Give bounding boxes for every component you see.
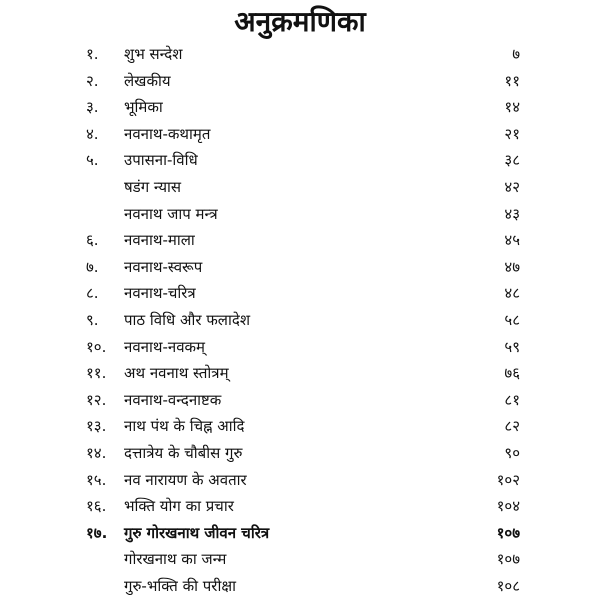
- toc-entry-number: ५.: [86, 151, 99, 170]
- toc-entry: [0, 200, 600, 227]
- toc-entry: [0, 173, 600, 200]
- toc-entry-title: भक्ति योग का प्रचार: [124, 497, 234, 516]
- toc-entry-number: ३.: [86, 98, 99, 117]
- toc-entry-page-number: ४७: [504, 257, 520, 276]
- toc-entry-number: १०.: [86, 337, 107, 356]
- toc-entry-page-number: ४८: [504, 284, 520, 303]
- toc-entry-number: १६.: [86, 497, 107, 516]
- toc-entry: [0, 306, 600, 333]
- toc-entry-title: नवनाथ-कथामृत: [124, 124, 211, 143]
- toc-entry-number: १.: [86, 45, 99, 63]
- toc-entry: [0, 40, 600, 67]
- toc-entry-page-number: ५९: [504, 337, 520, 356]
- toc-entry: [0, 439, 600, 466]
- toc-entry-number: १७.: [86, 523, 108, 542]
- toc-entry-page-number: ४२: [504, 177, 520, 196]
- toc-entry: [0, 519, 600, 546]
- toc-entry-title: नवनाथ-वन्दनाष्टक: [124, 390, 222, 409]
- toc-entry: [0, 492, 600, 519]
- toc-entry-title: अथ नवनाथ स्तोत्रम्: [124, 364, 229, 383]
- toc-entry: [0, 572, 600, 599]
- toc-entry-page-number: १०७: [496, 550, 520, 569]
- toc-entry-title: नवनाथ-स्वरूप: [124, 257, 203, 276]
- toc-entry-title: गुरु-भक्ति की परीक्षा: [124, 576, 236, 595]
- toc-entry-title: षडंग न्यास: [124, 177, 182, 196]
- toc-entry-title: गोरखनाथ का जन्म: [124, 550, 227, 569]
- toc-entry-page-number: ३८: [504, 151, 520, 170]
- toc-entry-number: १५.: [86, 470, 107, 489]
- toc-entry-number: १४.: [86, 443, 107, 462]
- toc-entry-title: नवनाथ जाप मन्त्र: [124, 204, 218, 223]
- toc-entry-title: नवनाथ-नवकम्: [124, 337, 206, 356]
- toc-entry-number: ६.: [86, 231, 99, 250]
- toc-entry: [0, 226, 600, 253]
- toc-entry-number: २.: [86, 71, 99, 90]
- toc-entry-number: ११.: [86, 364, 107, 383]
- toc-entry: [0, 120, 600, 147]
- toc-entry-title: शुभ सन्देश: [124, 45, 183, 63]
- toc-entry-page-number: २१: [504, 124, 520, 143]
- toc-entry-number: १३.: [86, 417, 107, 436]
- toc-entry-title: दत्तात्रेय के चौबीस गुरु: [124, 443, 243, 462]
- toc-entry-page-number: १४: [504, 98, 520, 117]
- toc-entry-number: १२.: [86, 390, 107, 409]
- toc-entry-title: नवनाथ-माला: [124, 231, 195, 250]
- toc-entry-title: गुरु गोरखनाथ जीवन चरित्र: [124, 523, 270, 542]
- toc-entry-title: लेखकीय: [124, 71, 171, 90]
- page-title: अनुक्रमणिका: [234, 5, 366, 38]
- toc-entry: [0, 386, 600, 413]
- toc-entry: [0, 412, 600, 439]
- toc-entry-title: नाथ पंथ के चिह्न आदि: [124, 417, 245, 436]
- toc-entry-page-number: १०४: [496, 497, 520, 516]
- toc-entry-page-number: ४३: [504, 204, 520, 223]
- toc-entry-number: ७.: [86, 257, 99, 276]
- toc-entry-page-number: ११: [504, 71, 520, 90]
- toc-entry: [0, 279, 600, 306]
- toc-entry: [0, 67, 600, 94]
- toc-entry-page-number: ४५: [504, 231, 520, 250]
- toc-entry: [0, 93, 600, 120]
- toc-entry-title: नवनाथ-चरित्र: [124, 284, 196, 303]
- toc-entry: [0, 359, 600, 386]
- toc-entry-page-number: ८१: [504, 390, 520, 409]
- toc-entry-title: पाठ विधि और फलादेश: [124, 310, 251, 329]
- toc-entry-page-number: ७६: [504, 364, 520, 383]
- toc-entry-page-number: ९०: [504, 443, 520, 462]
- toc-entry-page-number: ८२: [504, 417, 520, 436]
- toc-entry-page-number: ७: [512, 45, 520, 63]
- toc-entry: [0, 253, 600, 280]
- toc-entry-page-number: ५८: [504, 310, 520, 329]
- toc-entry: [0, 333, 600, 360]
- toc-entry-number: ४.: [86, 124, 99, 143]
- toc-entry-title: नव नारायण के अवतार: [124, 470, 247, 489]
- toc-entry-number: ८.: [86, 284, 99, 303]
- toc-entry: [0, 545, 600, 572]
- toc-entry: [0, 466, 600, 493]
- toc-entry-title: भूमिका: [124, 98, 163, 117]
- toc-entry: [0, 146, 600, 173]
- toc-entry-number: ९.: [86, 310, 99, 329]
- toc-entry-title: उपासना-विधि: [124, 151, 198, 170]
- toc-entry-page-number: १०२: [496, 470, 520, 489]
- toc-entry-page-number: १०८: [496, 576, 520, 595]
- toc-entry-page-number: १०७: [496, 523, 520, 542]
- table-of-contents: [0, 40, 600, 598]
